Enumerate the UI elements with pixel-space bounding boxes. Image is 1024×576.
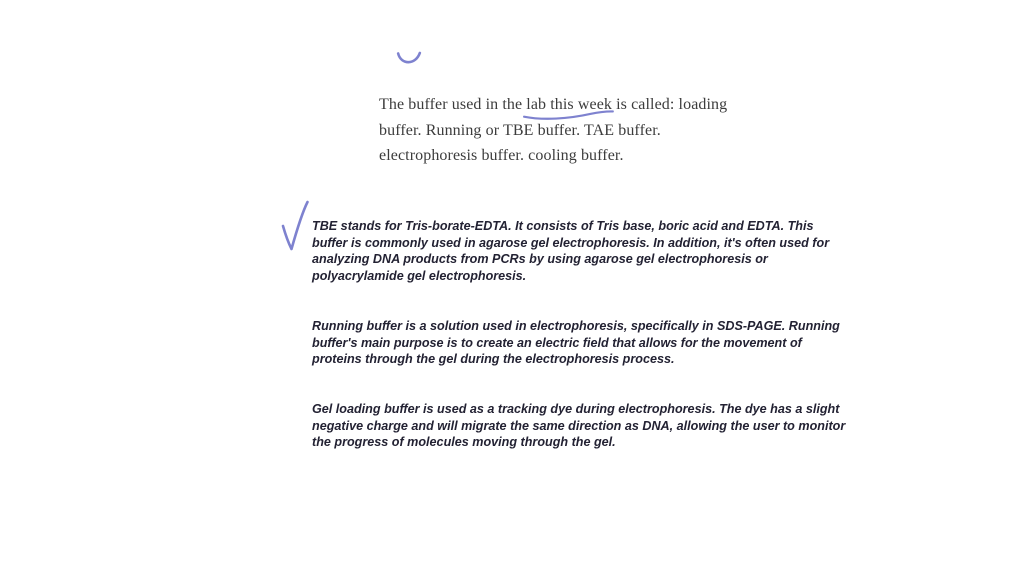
checkmark-icon [280, 199, 310, 253]
question-line-3: electrophoresis buffer. cooling buffer. [379, 147, 624, 164]
question-line1-after: is called: loading [612, 96, 728, 113]
arc-annotation-icon [396, 51, 422, 69]
question-line-2: buffer. Running or TBE buffer. TAE buffer. [379, 121, 661, 139]
question-line1-before: The buffer used in the [379, 96, 527, 113]
question-underlined-phrase [526, 92, 612, 118]
question-text [379, 92, 727, 169]
arc-annotation-stroke [398, 53, 420, 62]
answer-paragraph-running-buffer: Running buffer is a solution used in electrophoresis, specifically in SDS-PAGE. Running buffer's main purpose is to create an electric field that allows for the movement of proteins through the gel during the electrophoresis process. [312, 318, 840, 367]
question-line-1 [379, 92, 727, 118]
checkmark-stroke [283, 202, 308, 249]
answer-paragraph-gel-loading-buffer: Gel loading buffer is used as a tracking dye during electrophoresis. The dye has a slight negative charge and will migrate the same direction as DNA, allowing the user to monitor the progress of molecules moving through the gel. [312, 401, 846, 450]
question-underlined-text: lab this week [526, 96, 613, 113]
answer-paragraph-tbe: TBE stands for Tris-borate-EDTA. It consists of Tris base, boric acid and EDTA. This buffer is commonly used in agarose gel electrophoresis. In addition, it's often used for analyzing DNA products from PCRs by using agarose gel electrophoresis or polyacrylamide gel electrophoresis. [312, 218, 830, 284]
